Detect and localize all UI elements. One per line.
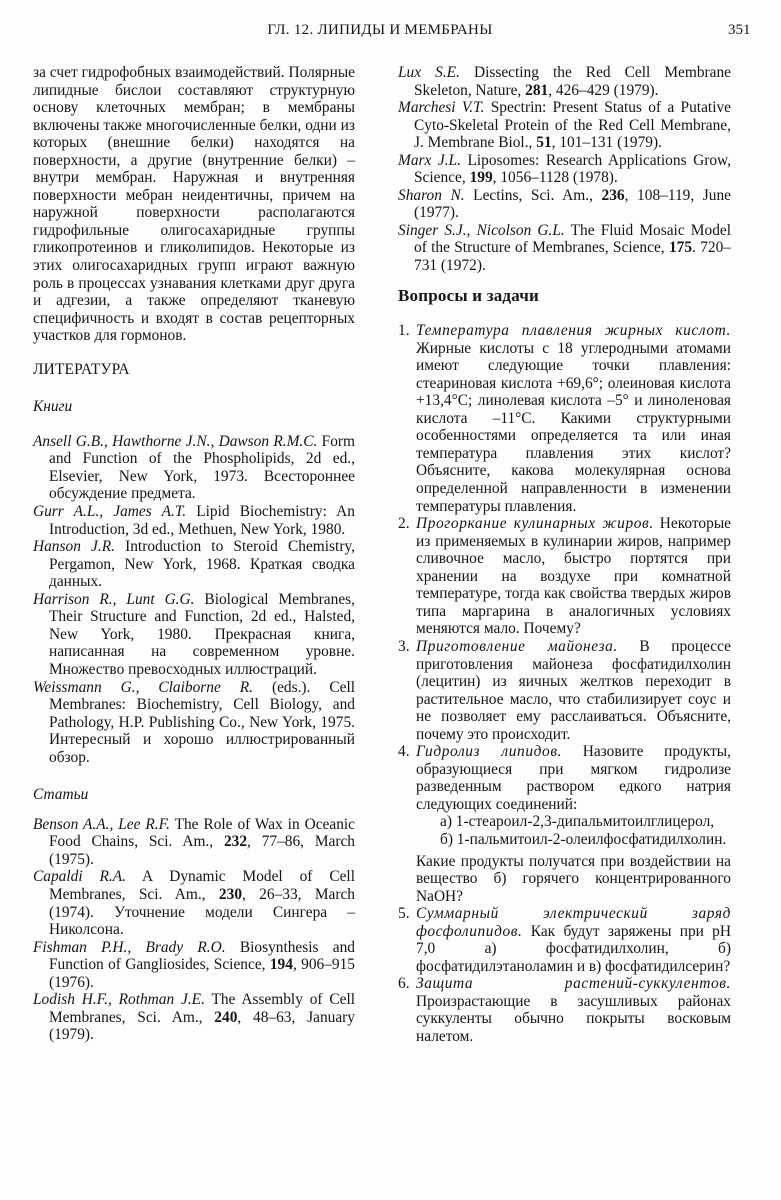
reference-item <box>33 591 355 679</box>
reference-authors: Ansell G.B., Hawthorne J.N., Dawson R.M.C. <box>33 432 318 450</box>
reference-text: The Role of Wax in Oceanic Food Chains, Sci. Am., <box>49 815 355 851</box>
reference-authors: Fishman P.H., Brady R.O. <box>33 938 226 956</box>
reference-authors: Harrison R., Lunt G.G. <box>33 590 195 608</box>
question-number: 6. <box>398 975 410 993</box>
reference-pages: . 720–731 (1972). <box>414 239 731 275</box>
question-subitem: б) 1-пальмитоил-2-олеилфосфатидилхолин. <box>440 830 727 848</box>
question-body: Жирные кислоты с 18 углеродными атомами имеют следующие точки плавления: стеариновая кислота +69,6°; олеиновая кислота +13,4°С; линолевая кислота –5° и линоленовая кислота –11°С. Какими структурными особенностями определяется та или иная температура плавления этих кислот? Объясните, какова молекулярная основа определенной направленности в изменении температуры плавления. <box>416 339 731 515</box>
reference-item <box>33 939 355 992</box>
articles-list-continued <box>398 64 731 275</box>
question-body: В процессе приготовления майонеза фосфатидилхолин (лецитин) из яичных желтков переходит в растительное масло, что стабилизирует соус и не позволяет ему расслаиваться. Объясните, почему это происходит. <box>416 637 731 743</box>
question-item <box>398 515 731 638</box>
reference-item <box>398 187 731 222</box>
reference-volume: 230 <box>218 885 243 903</box>
question-item <box>398 638 731 743</box>
reference-volume: 240 <box>214 1008 238 1026</box>
question-title: Гидролиз липидов. <box>416 743 563 761</box>
question-item <box>398 322 731 515</box>
question-item <box>398 975 731 1045</box>
question-body: Произрастающие в засушливых районах суккуленты обычно покрыты восковым налетом. <box>416 992 731 1045</box>
reference-volume: 236 <box>601 186 625 204</box>
question-title: Суммарный электрический заряд фосфолипидов. <box>416 905 731 940</box>
question-title: Прогоркание кулинарных жиров. <box>416 515 654 533</box>
reference-item <box>398 99 731 152</box>
question-body: Некоторые из применяемых в кулинарии жиров, например сливочное масло, быстро портятся при хранении на воздухе при комнатной температуре, тогда как свойства твердых жиров типа маргарина в аналогичных условиях меняются мало. Почему? <box>416 515 731 638</box>
reference-pages: , 101–131 (1979). <box>551 134 662 152</box>
question-body: Назовите продукты, образующиеся при мягком гидролизе разведенным раствором едкого натрия следующих соединений: <box>416 743 731 813</box>
reference-volume: 199 <box>469 169 493 187</box>
reference-text: Dissecting the Red Cell Membrane Skeleton, Nature, <box>414 64 731 99</box>
questions-list <box>398 322 731 1045</box>
reference-authors: Weissmann G., Claiborne R. <box>33 678 253 696</box>
question-item <box>398 905 731 975</box>
reference-authors: Marx J.L. <box>398 151 461 169</box>
reference-volume: 281 <box>525 81 549 99</box>
reference-authors: Lodish H.F., Rothman J.E. <box>33 991 205 1009</box>
literature-heading: ЛИТЕРАТУРА <box>33 360 130 378</box>
question-body: Как будут заряжены при pH 7,0 а) фосфатидилхолин, б) фосфатидилэтаноламин и в) фосфатидилсерин? <box>416 922 731 975</box>
reference-text: A Dynamic Model of Cell Membranes, Sci. Am., <box>49 868 355 903</box>
question-item <box>398 743 731 905</box>
reference-text: Liposomes: Research Applications Grow, Science, <box>414 151 731 187</box>
reference-item <box>33 679 355 767</box>
reference-text: Lipid Biochemistry: An Introduction, 3d ed., Methuen, New York, 1980. <box>49 503 355 538</box>
question-number: 2. <box>398 515 410 533</box>
reference-volume: 194 <box>269 956 293 974</box>
right-column <box>398 64 731 1046</box>
reference-text: Form and Function of the Phospholipids, 2d ed., Elsevier, New York, 1973. Всестороннее обсуждение предмета. <box>49 432 355 503</box>
articles-heading: Статьи <box>33 786 89 804</box>
reference-pages: , 77–86, March (1975). <box>49 833 355 868</box>
articles-list <box>33 816 355 1044</box>
reference-text: Spectrin: Present Status of a Putative Cyto-Skeletal Protein of the Red Cell Membrane, J. Membrane Biol., <box>414 99 731 152</box>
reference-item <box>33 868 355 938</box>
reference-item <box>398 152 731 187</box>
reference-item <box>33 503 355 538</box>
running-title: ГЛ. 12. ЛИПИДЫ И МЕМБРАНЫ <box>267 22 493 38</box>
question-number: 1. <box>398 322 410 340</box>
summary-paragraph: за счет гидрофобных взаимодействий. Полярные липидные бислои составляют структурную основу клеточных мембран; в мембраны включены также многочисленные белки, одни из которых (внешние белки) находятся на поверхности, а другие (внутренние белки) – внутри мембран. Наружная и внутренняя поверхности мебран неидентичны, причем на наружной поверхности располагаются гидрофильные олигосахаридные группы гликопротеинов и гликолипидов. Некоторые из этих олигосахаридных групп играют важную роль в процессах узнавания клетками друг друга и адгезии, а также определяют тканевую специфичность и входят в состав рецепторных участков для гормонов. <box>33 64 355 345</box>
reference-pages: , 426–429 (1979). <box>548 81 659 99</box>
question-title: Температура плавления жирных кислот. <box>416 322 731 340</box>
reference-item <box>398 222 731 275</box>
left-column <box>33 64 355 1044</box>
question-number: 5. <box>398 905 410 923</box>
question-main <box>398 743 731 813</box>
reference-pages: , 906–915 (1976). <box>49 956 355 991</box>
reference-text: (eds.). Cell Membranes: Biochemistry, Cell Biology, and Pathology, H.P. Publishing Co., New York, 1975. Интересный и хорошо иллюстрированный обзор. <box>49 678 355 766</box>
question-title: Защита растений-суккулентов. <box>416 975 731 993</box>
reference-pages: , 1056–1128 (1978). <box>492 169 618 187</box>
reference-pages: , 48–63, January (1979). <box>49 1008 355 1044</box>
reference-item <box>33 991 355 1044</box>
reference-authors: Benson A.A., Lee R.F. <box>33 815 170 833</box>
reference-authors: Marchesi V.T. <box>398 99 485 117</box>
reference-volume: 232 <box>223 833 248 851</box>
questions-heading: Вопросы и задачи <box>398 285 540 305</box>
reference-text: The Assembly of Cell Membranes, Sci. Am., <box>49 991 355 1026</box>
reference-authors: Hanson J.R. <box>33 538 115 556</box>
reference-pages: , 108–119, June (1977). <box>414 186 731 222</box>
reference-pages: , 26–33, March (1974). Уточнение модели Сингера – Николсона. <box>49 885 355 939</box>
question-followup: Какие продукты получатся при воздействии на вещество б) горячего концентрированного NaOH? <box>416 852 731 905</box>
question-title: Приготовление майонеза. <box>416 637 618 655</box>
reference-text: Biological Membranes, Their Structure and Function, 2d ed., Halsted, New York, 1980. Прекрасная книга, написанная на современном уровне. Множество превосходных иллюстраций. <box>49 590 355 678</box>
reference-authors: Gurr A.L., James A.T. <box>33 503 187 521</box>
reference-authors: Lux S.E. <box>398 64 460 81</box>
reference-authors: Sharon N. <box>398 186 465 204</box>
reference-item <box>398 64 731 99</box>
reference-item <box>33 816 355 869</box>
question-number: 4. <box>398 743 410 761</box>
reference-item <box>33 433 355 503</box>
page-number: 351 <box>728 22 751 38</box>
page-header <box>0 22 781 42</box>
question-subitem: а) 1-стеароил-2,3-дипальмитоилглицерол, <box>440 813 715 831</box>
question-number: 3. <box>398 637 410 655</box>
reference-authors: Capaldi R.A. <box>33 868 126 886</box>
reference-text: Lectins, Sci. Am., <box>464 186 602 204</box>
reference-text: The Fluid Mosaic Model of the Structure of Membranes, Science, <box>414 221 731 257</box>
books-list <box>33 433 355 766</box>
reference-authors: Singer S.J., Nicolson G.L. <box>398 221 565 239</box>
books-heading: Книги <box>33 398 73 416</box>
reference-text: Biosynthesis and Function of Gangliosides, Science, <box>49 938 356 974</box>
reference-volume: 175 <box>668 239 693 257</box>
reference-item <box>33 538 355 591</box>
reference-volume: 51 <box>536 134 552 152</box>
reference-text: Introduction to Steroid Chemistry, Pergamon, New York, 1968. Краткая сводка данных. <box>49 538 355 591</box>
